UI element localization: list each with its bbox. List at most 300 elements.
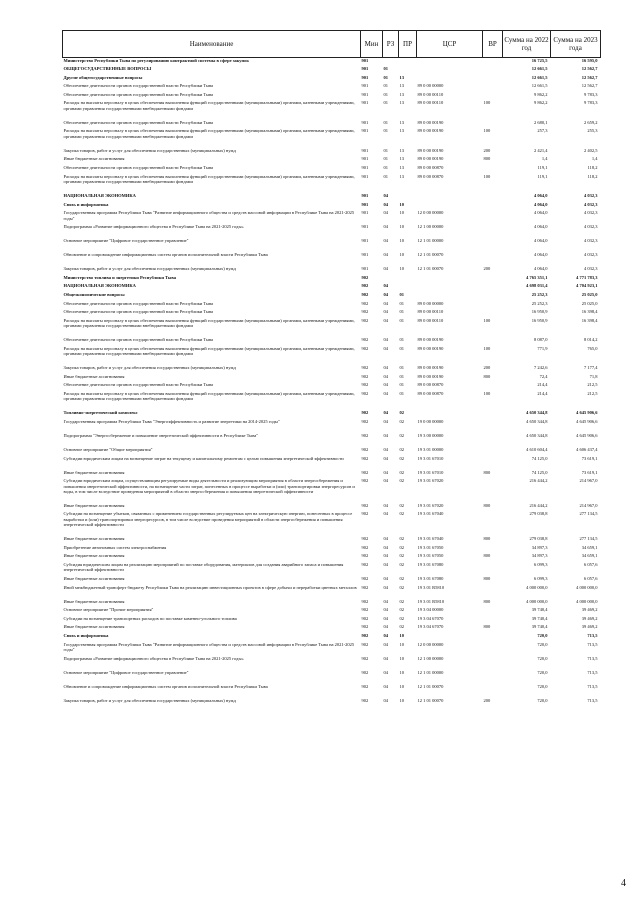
row-sum-2022-cell: 214,4 <box>537 390 548 396</box>
row-pr-cell: 02 <box>399 562 404 568</box>
row-rz-cell: 04 <box>383 382 388 388</box>
row-vr-cell: 100 <box>483 345 491 351</box>
table-row <box>63 292 601 301</box>
row-sum-2023-cell: 212,5 <box>587 382 598 388</box>
table-row <box>63 624 601 633</box>
row-rz-cell: 04 <box>383 615 388 621</box>
row-rz-cell: 01 <box>383 165 388 171</box>
row-sum-2022-cell: 16 950,9 <box>531 309 548 315</box>
row-sum-2023-cell: 118,2 <box>587 173 598 179</box>
row-min-cell: 901 <box>361 74 369 80</box>
row-sum-2022-cell: 720,0 <box>537 669 548 675</box>
row-csr-cell: 19 3 01 R5810 <box>417 584 445 590</box>
row-pr-cell: 02 <box>399 536 404 542</box>
row-pr-cell: 02 <box>399 584 404 590</box>
row-name-cell: Обеспечение деятельности органов государственной власти Республики Тыва <box>63 309 214 315</box>
row-sum-2022-cell: 4 064,0 <box>534 201 548 207</box>
row-sum-2022-cell: 4 064,0 <box>534 210 548 216</box>
table-row <box>63 684 601 698</box>
row-vr-cell: 800 <box>483 536 491 542</box>
row-pr-cell: 01 <box>399 300 404 306</box>
row-csr-cell: 12 1 00 00000 <box>417 224 444 230</box>
table-row <box>63 202 601 211</box>
table-row <box>63 447 601 456</box>
table-row <box>63 698 601 707</box>
row-name-cell: Субсидия юридическим лицам на реализацию мероприятий по поставке оборудования, материалов для создания аварийного запаса и повышения энергетической эффективности <box>63 562 344 573</box>
row-sum-2023-cell: 4 032,3 <box>584 210 598 216</box>
row-csr-cell: 12 1 01 00000 <box>417 669 444 675</box>
row-name-cell: Государственная программа Республики Тыва "Энергоэффективность и развитие энергетики на 2014-2025 годы" <box>63 418 280 424</box>
row-sum-2022-cell: 74 125,0 <box>531 455 548 461</box>
row-csr-cell: 89 0 00 00190 <box>417 128 444 134</box>
row-sum-2022-cell: 4 765 351,1 <box>526 274 548 280</box>
table-header-row <box>63 31 601 58</box>
row-sum-2023-cell: 39 469,2 <box>581 615 598 621</box>
row-pr-cell: 10 <box>399 655 404 661</box>
table-row <box>63 193 601 202</box>
row-sum-2023-cell: 39 469,2 <box>581 607 598 613</box>
row-name-cell: Иные бюджетные ассигнования <box>63 156 125 162</box>
row-csr-cell: 89 0 00 00870 <box>417 173 444 179</box>
row-csr-cell: 12 1 01 00070 <box>417 697 444 703</box>
row-min-cell: 902 <box>361 683 369 689</box>
row-name-cell: Обеспечение деятельности органов государственной власти Республики Тыва <box>63 337 214 343</box>
row-pr-cell: 01 <box>399 373 404 379</box>
row-sum-2023-cell: 39 469,2 <box>581 624 598 630</box>
row-csr-cell: 89 0 00 00000 <box>417 300 444 306</box>
row-sum-2022-cell: 216 444,2 <box>529 502 548 508</box>
row-name-cell: Основное мероприятие "Цифровое государственное управление" <box>63 669 189 675</box>
row-vr-cell <box>483 58 503 67</box>
row-sum-2023-cell: 765,0 <box>587 345 598 351</box>
row-name-cell: Министерство Республики Тыва по регулированию контрактной системы в сфере закупок <box>63 58 249 63</box>
table-row <box>63 633 601 642</box>
row-sum-2023-cell: 12 562,7 <box>581 66 598 72</box>
row-sum-2023-cell: 713,5 <box>587 683 598 689</box>
row-name-cell: Обеспечение деятельности органов государственной власти Республики Тыва <box>63 382 214 388</box>
row-sum-2023-cell: 277 134,5 <box>579 536 598 542</box>
row-vr-cell <box>483 252 503 266</box>
row-rz-cell: 01 <box>383 74 388 80</box>
row-csr-cell: 89 0 00 00190 <box>417 156 444 162</box>
row-csr-cell: 89 0 00 00190 <box>417 365 444 371</box>
row-pr-cell: 02 <box>399 455 404 461</box>
row-min-cell: 902 <box>361 584 369 590</box>
row-vr-cell: 200 <box>483 147 491 153</box>
table-row <box>63 301 601 310</box>
row-csr-cell: 19 3 01 00000 <box>417 446 444 452</box>
row-pr-cell: 02 <box>399 432 404 438</box>
table-row <box>63 503 601 512</box>
row-pr-cell <box>399 283 417 292</box>
header-pr: ПР <box>399 31 417 58</box>
row-min-cell: 902 <box>361 455 369 461</box>
row-vr-cell <box>483 337 503 346</box>
row-min-cell: 902 <box>361 317 369 323</box>
row-sum-2022-cell: 279 038,8 <box>529 536 548 542</box>
row-min-cell: 902 <box>361 469 369 475</box>
row-min-cell: 901 <box>361 147 369 153</box>
table-row <box>63 599 601 608</box>
row-min-cell: 901 <box>361 100 369 106</box>
page-number: 4 <box>621 878 626 889</box>
row-name-cell: Приобретение автономных систем электроснабжения <box>63 544 167 550</box>
table-row <box>63 120 601 129</box>
row-rz-cell: 01 <box>383 100 388 106</box>
row-csr-cell: 19 3 01 67040 <box>417 536 444 542</box>
row-pr-cell: 02 <box>399 418 404 424</box>
row-name-cell: Закупка товаров, работ и услуг для обеспечения государственных (муниципальных) нужд <box>63 365 236 371</box>
row-sum-2022-cell: 12 661,5 <box>531 83 548 89</box>
row-name-cell: Расходы на выплаты персоналу в целях обеспечения выполнения функций государственными (муниципальными) органами, казенными учреждениями, органами управления государственными внебюджетными фондами <box>63 390 355 402</box>
row-sum-2023-cell: 9 783,3 <box>584 100 598 106</box>
row-rz-cell: 04 <box>383 365 388 371</box>
table-row <box>63 374 601 383</box>
row-pr-cell: 02 <box>399 576 404 582</box>
table-row <box>63 585 601 599</box>
row-pr-cell: 13 <box>399 147 404 153</box>
row-pr-cell: 02 <box>399 469 404 475</box>
row-name-cell: Связь и информатика <box>63 201 109 207</box>
row-csr-cell: 12 1 01 00070 <box>417 683 444 689</box>
table-row <box>63 266 601 275</box>
row-name-cell: Обновление и сопровождение информационных систем органов исполнительной власти Республики Тыва <box>63 683 268 689</box>
row-vr-cell <box>483 545 503 554</box>
row-vr-cell <box>483 607 503 616</box>
row-min-cell: 901 <box>361 119 369 125</box>
row-sum-2022-cell: 720,0 <box>537 683 548 689</box>
row-csr-cell <box>417 75 483 84</box>
row-sum-2023-cell: 4 032,3 <box>584 266 598 272</box>
row-sum-2022-cell: 720,0 <box>537 633 548 639</box>
row-min-cell: 902 <box>361 345 369 351</box>
row-pr-cell: 02 <box>399 511 404 517</box>
table-row <box>63 433 601 447</box>
row-rz-cell: 04 <box>383 624 388 630</box>
row-rz-cell: 04 <box>383 373 388 379</box>
row-sum-2022-cell: 9 862,2 <box>534 91 548 97</box>
row-sum-2022-cell: 4 650 344,8 <box>526 432 548 438</box>
row-csr-cell <box>417 58 483 67</box>
row-vr-cell <box>483 433 503 447</box>
row-rz-cell: 04 <box>383 210 388 216</box>
row-sum-2023-cell: 4 032,3 <box>584 238 598 244</box>
table-row <box>63 562 601 576</box>
row-sum-2023-cell: 4 645 906,6 <box>576 418 598 424</box>
table-row <box>63 309 601 318</box>
row-vr-cell <box>483 684 503 698</box>
row-sum-2023-cell: 277 134,5 <box>579 511 598 517</box>
row-vr-cell <box>483 309 503 318</box>
row-min-cell: 902 <box>361 309 369 315</box>
row-sum-2022-cell: 119,1 <box>537 165 548 171</box>
row-sum-2022-cell: 771,9 <box>537 345 548 351</box>
row-min-cell: 902 <box>361 283 369 289</box>
row-sum-2023-cell: 34 659,1 <box>581 544 598 550</box>
row-sum-2022-cell: 4 650 344,8 <box>526 410 548 416</box>
header-sum-2023: Сумма на 2023 года <box>551 31 601 58</box>
row-name-cell: НАЦИОНАЛЬНАЯ ЭКОНОМИКА <box>63 283 136 289</box>
row-csr-cell: 19 3 01 67080 <box>417 576 444 582</box>
row-rz-cell: 04 <box>383 607 388 613</box>
row-rz-cell: 04 <box>383 641 388 647</box>
row-pr-cell: 10 <box>399 641 404 647</box>
row-min-cell: 901 <box>361 66 369 72</box>
row-sum-2023-cell: 6 057,6 <box>584 562 598 568</box>
row-name-cell: Закупка товаров, работ и услуг для обеспечения государственных (муниципальных) нужд <box>63 697 236 703</box>
row-rz-cell: 04 <box>383 410 388 416</box>
row-csr-cell: 89 0 00 00870 <box>417 382 444 388</box>
row-vr-cell <box>483 562 503 576</box>
row-sum-2022-cell: 6 099,3 <box>534 576 548 582</box>
row-sum-2022-cell: 7 242,6 <box>534 365 548 371</box>
row-vr-cell <box>483 301 503 310</box>
row-name-cell: Субсидии на возмещение убытков, связанных с применением государственных регулируемых цен на электрическую энергию, понесенных в процессе выработки и (или) транспортировки энергоресурсов, в том числе вследствие проведения мероприятий в области энергосбережения и повышения энергетической эффективности <box>63 511 353 528</box>
row-rz-cell: 04 <box>383 478 388 484</box>
row-csr-cell: 19 3 01 67040 <box>417 511 444 517</box>
row-csr-cell: 89 0 00 00870 <box>417 390 444 396</box>
row-pr-cell: 10 <box>399 669 404 675</box>
row-min-cell: 902 <box>361 624 369 630</box>
table-row <box>63 210 601 224</box>
row-sum-2023-cell: 4 771 783,3 <box>576 274 598 280</box>
row-csr-cell: 89 0 00 00190 <box>417 147 444 153</box>
row-name-cell: Обеспечение деятельности органов государственной власти Республики Тыва <box>63 300 214 306</box>
row-pr-cell: 10 <box>399 697 404 703</box>
table-row <box>63 656 601 670</box>
row-min-cell: 902 <box>361 300 369 306</box>
row-name-cell: Иные бюджетные ассигнования <box>63 502 125 508</box>
row-min-cell: 901 <box>361 91 369 97</box>
row-vr-cell: 800 <box>483 624 491 630</box>
header-sum-2022: Сумма на 2022 год <box>503 31 551 58</box>
row-pr-cell: 10 <box>399 252 404 258</box>
row-rz-cell: 04 <box>383 283 388 289</box>
table-row <box>63 337 601 346</box>
row-sum-2023-cell: 1,4 <box>591 156 598 162</box>
row-sum-2023-cell: 12 562,7 <box>581 74 598 80</box>
row-rz-cell: 01 <box>383 128 388 134</box>
row-rz-cell: 04 <box>383 598 388 604</box>
table-row <box>63 174 601 193</box>
table-row <box>63 252 601 266</box>
table-row <box>63 148 601 157</box>
row-pr-cell: 10 <box>399 633 404 639</box>
row-rz-cell: 04 <box>383 655 388 661</box>
row-sum-2023-cell: 4 000 000,0 <box>576 584 598 590</box>
row-sum-2022-cell: 8 087,0 <box>534 337 548 343</box>
row-rz-cell: 04 <box>383 553 388 559</box>
row-csr-cell: 19 3 04 00000 <box>417 607 444 613</box>
row-pr-cell: 02 <box>399 478 404 484</box>
table-row <box>63 58 601 67</box>
row-min-cell: 902 <box>361 337 369 343</box>
row-sum-2023-cell: 2 659,2 <box>584 119 598 125</box>
row-name-cell: Иные бюджетные ассигнования <box>63 536 125 542</box>
row-vr-cell: 800 <box>483 598 491 604</box>
row-vr-cell <box>483 66 503 75</box>
row-sum-2023-cell: 4 645 906,6 <box>576 410 598 416</box>
row-sum-2023-cell: 4 000 000,0 <box>576 598 598 604</box>
row-pr-cell: 13 <box>399 156 404 162</box>
budget-table <box>62 30 601 706</box>
table-row <box>63 456 601 470</box>
row-sum-2023-cell: 713,5 <box>587 697 598 703</box>
row-sum-2023-cell: 4 606 437,4 <box>576 446 598 452</box>
table-row <box>63 642 601 656</box>
row-name-cell: Основное мероприятие "Прочие мероприятия" <box>63 607 154 613</box>
row-sum-2022-cell: 4 650 344,8 <box>526 418 548 424</box>
row-vr-cell: 100 <box>483 173 491 179</box>
row-csr-cell <box>417 633 483 642</box>
row-sum-2022-cell: 4 698 031,4 <box>526 283 548 289</box>
row-csr-cell: 89 0 00 00870 <box>417 165 444 171</box>
row-min-cell: 902 <box>361 365 369 371</box>
row-sum-2023-cell: 8 014,2 <box>584 337 598 343</box>
row-csr-cell: 12 1 01 00000 <box>417 238 444 244</box>
row-rz-cell: 04 <box>383 446 388 452</box>
row-csr-cell <box>417 275 483 284</box>
row-sum-2022-cell: 2 680,1 <box>534 119 548 125</box>
row-name-cell: Иной межбюджетный трансферт бюджету Республики Тыва на реализацию инвестиционных проектов в сфере добычи и переработки цветных металлов <box>63 584 357 590</box>
row-vr-cell <box>483 275 503 284</box>
row-vr-cell <box>483 633 503 642</box>
table-row <box>63 66 601 75</box>
table-row <box>63 283 601 292</box>
header-name: Наименование <box>63 31 361 58</box>
row-rz-cell: 01 <box>383 147 388 153</box>
row-rz-cell: 04 <box>383 300 388 306</box>
row-min-cell: 901 <box>361 210 369 216</box>
row-pr-cell: 01 <box>399 365 404 371</box>
row-rz-cell: 01 <box>383 119 388 125</box>
row-csr-cell: 12 0 00 00000 <box>417 641 444 647</box>
table-row <box>63 346 601 365</box>
row-pr-cell: 02 <box>399 553 404 559</box>
row-name-cell: Закупка товаров, работ и услуг для обеспечения государственных (муниципальных) нужд <box>63 266 236 272</box>
row-name-cell: Топливно-энергетический комплекс <box>63 410 138 416</box>
row-name-cell: Обеспечение деятельности органов государственной власти Республики Тыва <box>63 83 214 89</box>
row-csr-cell: 89 0 00 00000 <box>417 83 444 89</box>
row-vr-cell <box>483 478 503 503</box>
row-csr-cell: 19 3 00 00000 <box>417 432 444 438</box>
row-pr-cell: 02 <box>399 615 404 621</box>
row-name-cell: Другие общегосударственные вопросы <box>63 74 143 80</box>
row-rz-cell: 01 <box>383 66 388 72</box>
row-csr-cell: 12 1 01 00070 <box>417 266 444 272</box>
row-rz-cell: 04 <box>383 633 388 639</box>
row-vr-cell <box>483 410 503 419</box>
row-name-cell: НАЦИОНАЛЬНАЯ ЭКОНОМИКА <box>63 193 136 199</box>
row-pr-cell: 02 <box>399 607 404 613</box>
row-pr-cell: 13 <box>399 74 404 80</box>
row-vr-cell <box>483 224 503 238</box>
row-name-cell: Расходы на выплаты персоналу в целях обеспечения выполнения функций государственными (муниципальными) органами, казенными учреждениями, органами управления государственными внебюджетными фондами <box>63 128 355 139</box>
row-sum-2023-cell: 713,5 <box>587 669 598 675</box>
header-csr: ЦСР <box>417 31 483 58</box>
row-min-cell: 902 <box>361 502 369 508</box>
row-pr-cell: 13 <box>399 100 404 106</box>
row-csr-cell: 19 3 01 67020 <box>417 478 444 484</box>
row-min-cell: 902 <box>361 607 369 613</box>
row-sum-2022-cell: 279 038,8 <box>529 511 548 517</box>
row-min-cell: 901 <box>361 165 369 171</box>
table-body <box>63 58 601 707</box>
row-min-cell: 901 <box>361 156 369 162</box>
table-row <box>63 470 601 479</box>
row-csr-cell <box>417 193 483 202</box>
row-sum-2023-cell: 9 783,3 <box>584 91 598 97</box>
row-min-cell: 901 <box>361 83 369 89</box>
row-sum-2023-cell: 71,8 <box>589 373 598 379</box>
row-sum-2022-cell: 34 897,3 <box>531 553 548 559</box>
row-vr-cell <box>483 238 503 252</box>
row-sum-2022-cell: 4 000 000,0 <box>526 598 548 604</box>
row-min-cell: 902 <box>361 432 369 438</box>
row-name-cell: Обеспечение деятельности органов государственной власти Республики Тыва <box>63 91 214 97</box>
row-pr-cell: 10 <box>399 266 404 272</box>
row-sum-2022-cell: 119,1 <box>537 173 548 179</box>
row-min-cell: 901 <box>361 224 369 230</box>
row-pr-cell <box>399 193 417 202</box>
row-rz-cell: 04 <box>383 584 388 590</box>
table-row <box>63 670 601 684</box>
row-min-cell: 901 <box>361 266 369 272</box>
row-name-cell: Расходы на выплаты персоналу в целях обеспечения выполнения функций государственными (муниципальными) органами, казенными учреждениями, органами управления государственными внебюджетными фондами <box>63 317 355 329</box>
row-sum-2022-cell: 4 064,0 <box>534 238 548 244</box>
table-row <box>63 275 601 284</box>
row-rz-cell: 04 <box>383 201 388 207</box>
row-rz-cell: 04 <box>383 544 388 550</box>
table-row <box>63 156 601 165</box>
row-rz-cell: 04 <box>383 697 388 703</box>
row-pr-cell: 13 <box>399 119 404 125</box>
row-pr-cell: 02 <box>399 502 404 508</box>
row-vr-cell: 800 <box>483 469 491 475</box>
row-vr-cell <box>483 670 503 684</box>
row-sum-2023-cell: 713,5 <box>587 641 598 647</box>
header-rz: РЗ <box>383 31 399 58</box>
row-name-cell: Расходы на выплаты персоналу в целях обеспечения выполнения функций государственными (муниципальными) органами, казенными учреждениями, органами управления государственными внебюджетными фондами <box>63 100 355 111</box>
row-min-cell: 902 <box>361 655 369 661</box>
row-min-cell: 902 <box>361 410 369 416</box>
row-rz-cell <box>383 58 399 67</box>
row-vr-cell <box>483 616 503 625</box>
row-pr-cell: 01 <box>399 382 404 388</box>
row-sum-2022-cell: 2 421,4 <box>534 147 548 153</box>
row-sum-2023-cell: 713,5 <box>587 655 598 661</box>
row-sum-2022-cell: 4 064,0 <box>534 266 548 272</box>
row-vr-cell: 200 <box>483 365 491 371</box>
row-pr-cell: 10 <box>399 683 404 689</box>
row-sum-2023-cell: 255,3 <box>587 128 598 134</box>
row-rz-cell: 04 <box>383 266 388 272</box>
row-pr-cell: 02 <box>399 544 404 550</box>
row-sum-2023-cell: 4 032,3 <box>584 252 598 258</box>
row-csr-cell: 89 0 00 00110 <box>417 317 444 323</box>
row-name-cell: Субсидии на возмещение транспортных расходов по поставке каменно-угольного топлива <box>63 615 237 621</box>
row-vr-cell <box>483 292 503 301</box>
row-name-cell: ОБЩЕГОСУДАРСТВЕННЫЕ ВОПРОСЫ <box>63 66 152 72</box>
row-csr-cell: 89 0 00 00190 <box>417 373 444 379</box>
row-min-cell: 902 <box>361 598 369 604</box>
table-row <box>63 165 601 174</box>
row-sum-2023-cell: 4 704 923,1 <box>576 283 598 289</box>
row-name-cell: Обновление и сопровождение информационных систем органов исполнительной власти Республики Тыва <box>63 252 268 258</box>
row-sum-2023-cell: 16 398,4 <box>581 309 598 315</box>
row-name-cell: Закупка товаров, работ и услуг для обеспечения государственных (муниципальных) нужд <box>63 147 236 153</box>
row-csr-cell: 12 1 00 00000 <box>417 655 444 661</box>
